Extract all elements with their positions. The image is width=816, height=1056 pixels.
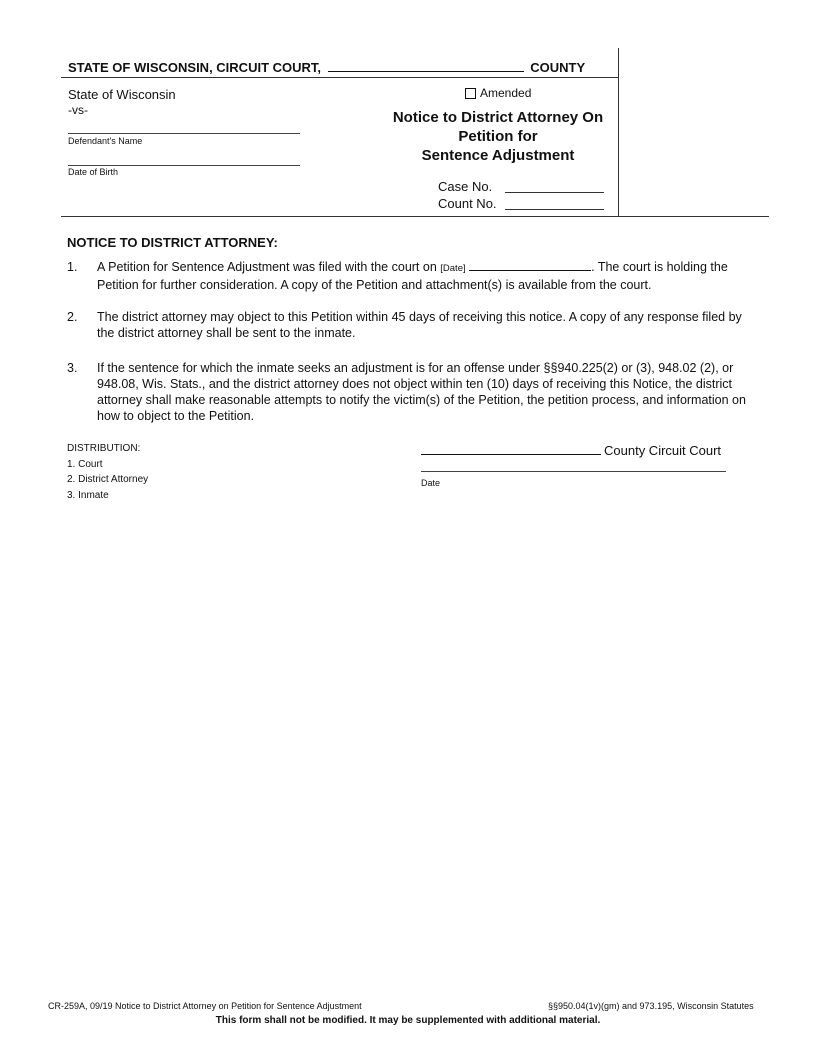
defendant-name-field[interactable] (68, 133, 300, 134)
form-title-line3: Sentence Adjustment (421, 147, 575, 164)
notice-item (67, 309, 757, 343)
form-title (378, 108, 618, 165)
case-no-label: Case No. (438, 179, 493, 194)
form-id-footer: CR-259A, 09/19 Notice to District Attorney on Petition for Sentence Adjustment (48, 1001, 362, 1011)
statute-footer: §§950.04(1v)(gm) and 973.195, Wisconsin Statutes (548, 1001, 754, 1011)
distribution-item: 2. District Attorney (67, 474, 149, 485)
county-circuit-court-line (421, 442, 721, 458)
header-divider (61, 77, 618, 78)
count-no-field[interactable] (505, 209, 604, 210)
filing-date-field[interactable] (469, 259, 591, 271)
county-circuit-court-label: County Circuit Court (604, 443, 722, 458)
date-of-birth-field[interactable] (68, 165, 300, 166)
distribution-item: 1. Court (67, 458, 103, 470)
date-of-birth-label: Date of Birth (68, 167, 119, 177)
notice-item (67, 259, 757, 293)
item-text-after-date: . The court is holding the Petition for further consideration. A copy of the Petition and attachment(s) is available from the court. (97, 260, 728, 292)
amended-option (465, 86, 531, 100)
distribution-heading: DISTRIBUTION: (67, 443, 141, 454)
item-text: The district attorney may object to this Petition within 45 days of receiving this notice. A copy of any response filed by the district attorney shall be sent to the inmate. (97, 310, 742, 340)
item-number: 3. (67, 361, 78, 375)
modification-notice: This form shall not be modified. It may be supplemented with additional material. (215, 1015, 601, 1026)
date-label: Date (421, 478, 441, 488)
court-prefix: STATE OF WISCONSIN, CIRCUIT COURT, (68, 60, 322, 75)
item-text: If the sentence for which the inmate seeks an adjustment is for an offense under §§940.225(2) or (3), 948.02 (2), or 948.08, Wis. Stats., and the district attorney does not object within ten (10) days of receiving this Notice, the district attorney shall make reasonable attempts to notify the victim(s) of the Petition, the petition process, and information on how to object to the Petition. (97, 361, 746, 423)
court-heading (68, 59, 585, 75)
form-title-line1: Notice to District Attorney On (392, 109, 604, 126)
defendant-name-label: Defendant's Name (68, 136, 143, 146)
county-circuit-court-field[interactable] (421, 442, 601, 455)
county-name-field[interactable] (328, 59, 524, 72)
court-suffix: COUNTY (530, 60, 586, 75)
case-no-field[interactable] (505, 192, 604, 193)
distribution-item: 3. Inmate (67, 489, 109, 501)
date-signature-field[interactable] (421, 471, 726, 472)
plaintiff-name: State of Wisconsin (68, 87, 176, 102)
caption-bottom-divider (61, 216, 769, 217)
caption-vertical-divider (618, 48, 619, 216)
form-title-line2: Petition for (458, 128, 538, 145)
amended-label: Amended (480, 86, 532, 100)
notice-item (67, 360, 757, 426)
item-text (97, 259, 757, 293)
versus-label: -vs- (68, 103, 88, 117)
notice-heading: NOTICE TO DISTRICT ATTORNEY: (67, 235, 278, 250)
distribution-list (67, 441, 148, 503)
amended-checkbox[interactable] (465, 88, 476, 99)
item-number: 1. (67, 260, 78, 274)
item-text-before-date: A Petition for Sentence Adjustment was filed with the court on (97, 260, 437, 274)
count-no-label: Count No. (438, 196, 497, 211)
item-number: 2. (67, 310, 78, 324)
date-tag: [Date] (440, 263, 466, 274)
